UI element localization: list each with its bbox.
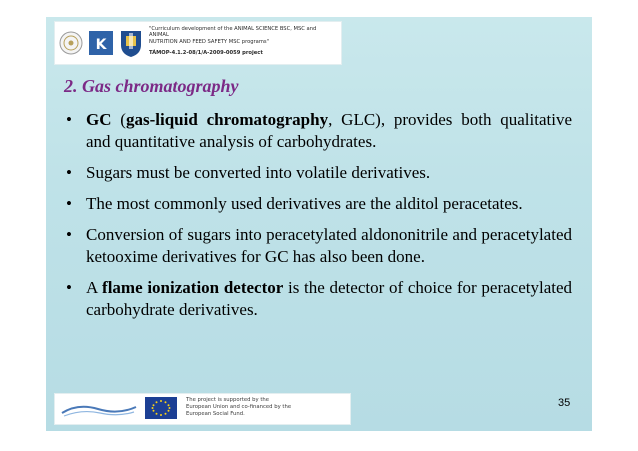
bullet-list	[64, 109, 572, 330]
faculty-crest-logo	[118, 27, 144, 59]
bold-text: gas-liquid chromatography	[125, 110, 329, 129]
slide	[46, 17, 592, 431]
bullet-marker: •	[66, 110, 72, 129]
header-line-1: "Curriculum development of the ANIMAL SCIENCE BSC, MSC and ANIMAL	[149, 26, 317, 39]
footer-line-1: The project is supported by the	[186, 397, 270, 403]
bullet-item	[64, 109, 572, 153]
bullet-text: (	[111, 110, 126, 129]
bullet-marker: •	[66, 225, 72, 244]
svg-text:K: K	[95, 37, 107, 53]
bullet-text: The most commonly used derivatives are the alditol peracetates.	[86, 194, 523, 213]
bold-text: GC	[86, 110, 112, 129]
bullet-text: , GLC), provides both qualitative and quantitative analysis of carbohydrates.	[86, 110, 572, 151]
bullet-item	[64, 193, 572, 215]
page-number: 35	[558, 397, 571, 409]
bullet-item	[64, 277, 572, 321]
slide-title: 2. Gas chromatography	[64, 76, 239, 96]
eu-flag-icon	[145, 397, 177, 419]
header-banner	[55, 22, 341, 64]
bullet-marker: •	[66, 278, 72, 297]
university-seal-logo	[58, 27, 84, 59]
bullet-text: is the detector of choice for peracetylated carbohydrate derivatives.	[86, 278, 573, 319]
bullet-text: Sugars must be converted into volatile derivatives.	[86, 163, 431, 182]
project-code: TÁMOP-4.1.2-08/1/A-2009-0059 project	[149, 50, 263, 56]
bullet-marker: •	[66, 194, 72, 213]
bullet-item	[64, 162, 572, 184]
footer-text	[186, 397, 346, 418]
k-logo	[88, 27, 114, 59]
bullet-text: A	[86, 278, 103, 297]
bullet-item	[64, 224, 572, 268]
bullet-text: Conversion of sugars into peracetylated aldononitrile and peracetylated ketooxime derivatives for GC has also been done.	[86, 225, 572, 266]
footer-banner	[55, 394, 350, 424]
header-line-2: NUTRITION AND FEED SAFETY MSC programs"	[149, 38, 270, 45]
header-text	[149, 26, 337, 45]
bullet-marker: •	[66, 163, 72, 182]
hungary-development-plan-logo	[58, 397, 140, 421]
footer-line-3: European Social Fund.	[186, 411, 245, 417]
bold-text: flame ionization detector	[102, 278, 284, 297]
footer-line-2: European Union and co-financed by the	[186, 404, 292, 410]
